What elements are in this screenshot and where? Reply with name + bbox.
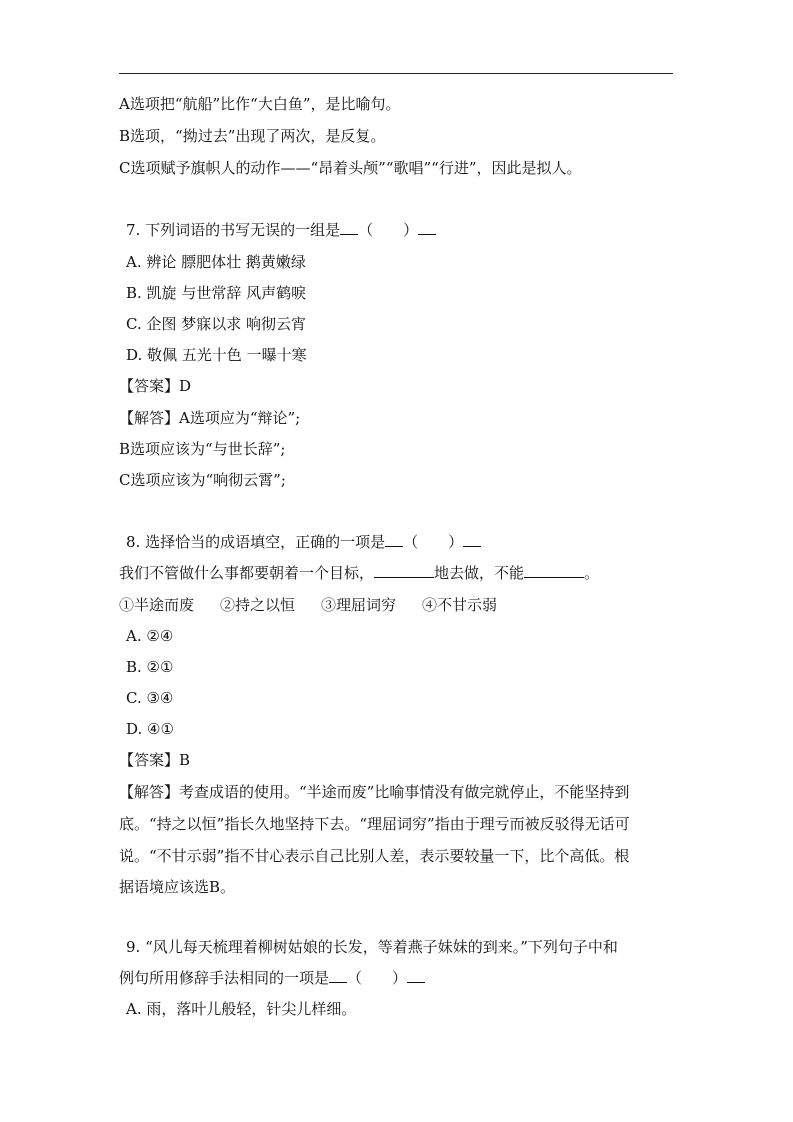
answer-parentheses: （ ）	[403, 533, 464, 551]
prev-explanation-line: A选项把“航船”比作“大白鱼”，是比喻句。	[119, 95, 401, 113]
explanation-line: 说。“不甘示弱”指不甘心表示自己比别人差，表示要较量一下，比个高低。根	[119, 847, 630, 865]
idiom-choices	[119, 595, 679, 615]
explanation-line: C选项应该为“响彻云霄”;	[119, 471, 286, 489]
answer-blank	[385, 532, 403, 547]
header-divider	[119, 73, 673, 74]
question-9-stem: 9. “风儿每天梳理着柳树姑娘的长发，等着燕子妹妹的到来。”下列句子中和	[126, 938, 618, 956]
idiom-choice: ④不甘示弱	[422, 596, 498, 614]
question-text: 8. 选择恰当的成语填空，正确的一项是	[126, 533, 386, 551]
option-d: D. ④①	[126, 720, 174, 738]
idiom-choice: ①半途而废	[119, 596, 195, 614]
answer-parentheses: （ ）	[347, 969, 408, 987]
explanation-line: B选项应该为“与世长辞”;	[119, 440, 286, 458]
option-a: A. ②④	[126, 627, 174, 645]
fill-blank	[374, 563, 434, 578]
explanation-line: 底。“持之以恒”指长久地坚持下去。“理屈词穷”指由于理亏而被反驳得无话可	[119, 815, 630, 833]
sentence-text: 我们不管做什么事都要朝着一个目标，	[119, 564, 375, 582]
option-b: B. ②①	[126, 658, 174, 676]
option-d: D. 敬佩 五光十色 一曝十寒	[126, 346, 307, 364]
answer-label: 【答案】B	[119, 751, 191, 769]
question-text: 7. 下列词语的书写无误的一组是	[126, 221, 341, 239]
explanation-line: 【解答】A选项应为“辩论”;	[119, 409, 301, 427]
option-c: C. 企图 梦寐以求 响彻云宵	[126, 315, 307, 333]
sentence-text: 地去做，不能	[434, 564, 525, 582]
option-a: A. 雨，落叶儿般轻，针尖儿样细。	[126, 1000, 357, 1018]
prev-explanation-line: B选项，“拗过去”出现了两次，是反复。	[119, 127, 386, 145]
explanation-line: 据语境应该选B。	[119, 878, 236, 896]
answer-blank	[329, 968, 347, 983]
option-a: A. 辨论 膘肥体壮 鹅黄嫩绿	[126, 253, 306, 271]
answer-blank	[463, 532, 481, 547]
answer-blank	[340, 220, 358, 235]
prev-explanation-line: C选项赋予旗帜人的动作——“昂着头颅”“歌唱”“行进”，因此是拟人。	[119, 159, 582, 177]
answer-label: 【答案】D	[119, 377, 192, 395]
explanation-line: 【解答】考查成语的使用。“半途而废”比喻事情没有做完就停止，不能坚持到	[119, 783, 630, 801]
fill-blank	[524, 563, 584, 578]
idiom-choice: ②持之以恒	[220, 596, 296, 614]
idiom-choice: ③理屈词穷	[321, 596, 397, 614]
answer-blank	[418, 220, 436, 235]
sentence-text: 。	[584, 564, 600, 582]
answer-parentheses: （ ）	[358, 221, 419, 239]
option-b: B. 凯旋 与世常辞 风声鹤唳	[126, 284, 307, 302]
question-7-stem	[126, 220, 686, 240]
option-c: C. ③④	[126, 689, 174, 707]
answer-blank	[407, 968, 425, 983]
question-9-stem-cont	[119, 968, 679, 988]
fill-in-sentence	[119, 563, 679, 583]
question-text: 例句所用修辞手法相同的一项是	[119, 969, 330, 987]
question-8-stem	[126, 532, 686, 552]
